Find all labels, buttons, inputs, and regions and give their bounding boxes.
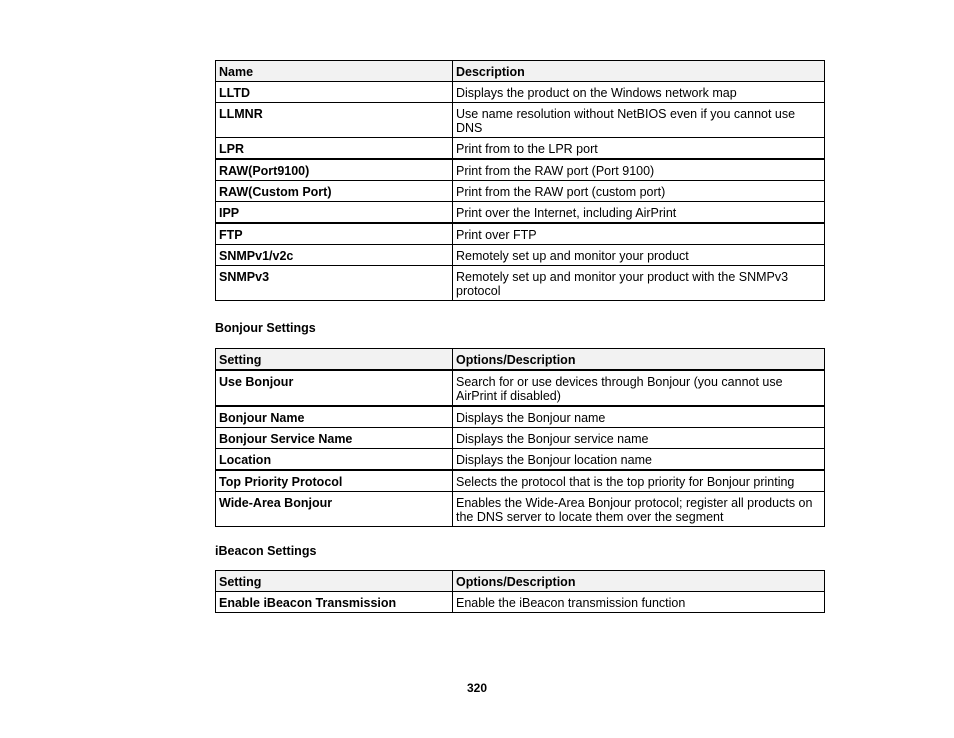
table-row (216, 470, 825, 492)
setting-description: Selects the protocol that is the top priority for Bonjour printing (453, 470, 825, 492)
protocol-name: SNMPv3 (216, 266, 453, 301)
setting-description: Enables the Wide-Area Bonjour protocol; register all products on the DNS server to locate them over the segment (453, 492, 825, 527)
protocols-table (215, 60, 825, 301)
protocol-description: Print from the RAW port (Port 9100) (453, 159, 825, 181)
protocol-description: Print over the Internet, including AirPrint (453, 202, 825, 224)
setting-name: Bonjour Name (216, 406, 453, 428)
setting-description: Displays the Bonjour service name (453, 428, 825, 449)
protocol-name: SNMPv1/v2c (216, 245, 453, 266)
page-number: 320 (466, 681, 488, 695)
protocol-name: RAW(Port9100) (216, 159, 453, 181)
protocol-name: LPR (216, 138, 453, 160)
setting-name: Bonjour Service Name (216, 428, 453, 449)
table-row (216, 370, 825, 406)
table-row (216, 492, 825, 527)
table-header-row (216, 571, 825, 592)
table-row (216, 181, 825, 202)
setting-name: Location (216, 449, 453, 471)
table-header-row (216, 61, 825, 82)
setting-description: Displays the Bonjour location name (453, 449, 825, 471)
column-header-options: Options/Description (453, 349, 825, 371)
column-header-name: Name (216, 61, 453, 82)
protocol-name: LLTD (216, 82, 453, 103)
protocol-description: Print from to the LPR port (453, 138, 825, 160)
table-row (216, 82, 825, 103)
setting-name: Use Bonjour (216, 370, 453, 406)
table-row (216, 449, 825, 471)
table-row (216, 592, 825, 613)
bonjour-settings-table (215, 348, 825, 527)
protocol-name: LLMNR (216, 103, 453, 138)
table-row (216, 428, 825, 449)
setting-description: Enable the iBeacon transmission function (453, 592, 825, 613)
column-header-options: Options/Description (453, 571, 825, 592)
setting-name: Enable iBeacon Transmission (216, 592, 453, 613)
table-row (216, 245, 825, 266)
column-header-setting: Setting (216, 349, 453, 371)
setting-description: Search for or use devices through Bonjour (you cannot use AirPrint if disabled) (453, 370, 825, 406)
ibeacon-settings-table (215, 570, 825, 613)
column-header-setting: Setting (216, 571, 453, 592)
protocol-description: Print over FTP (453, 223, 825, 245)
table-row (216, 159, 825, 181)
protocol-description: Remotely set up and monitor your product with the SNMPv3 protocol (453, 266, 825, 301)
table-row (216, 223, 825, 245)
protocol-name: RAW(Custom Port) (216, 181, 453, 202)
table-row (216, 406, 825, 428)
bonjour-settings-heading: Bonjour Settings (215, 321, 316, 335)
protocol-name: FTP (216, 223, 453, 245)
table-header-row (216, 349, 825, 371)
table-row (216, 138, 825, 160)
protocol-description: Print from the RAW port (custom port) (453, 181, 825, 202)
table-row (216, 202, 825, 224)
column-header-description: Description (453, 61, 825, 82)
protocol-description: Remotely set up and monitor your product (453, 245, 825, 266)
table-row (216, 103, 825, 138)
setting-name: Top Priority Protocol (216, 470, 453, 492)
setting-name: Wide-Area Bonjour (216, 492, 453, 527)
protocol-description: Displays the product on the Windows network map (453, 82, 825, 103)
protocol-name: IPP (216, 202, 453, 224)
ibeacon-settings-heading: iBeacon Settings (215, 544, 317, 558)
protocol-description: Use name resolution without NetBIOS even if you cannot use DNS (453, 103, 825, 138)
setting-description: Displays the Bonjour name (453, 406, 825, 428)
table-row (216, 266, 825, 301)
